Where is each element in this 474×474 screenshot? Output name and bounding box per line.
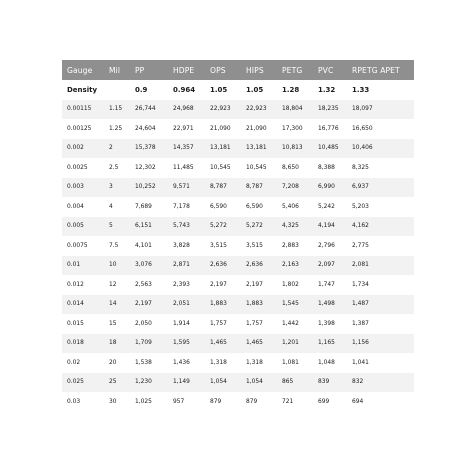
- table-cell: 2,050: [130, 314, 168, 334]
- table-cell: 2,636: [205, 256, 241, 276]
- table-cell: 1,709: [130, 334, 168, 354]
- density-row: [62, 80, 414, 100]
- column-header: Mil: [104, 60, 130, 80]
- table-cell: 20: [104, 353, 130, 373]
- table-cell: 21,090: [205, 119, 241, 139]
- table-cell: 4,101: [130, 236, 168, 256]
- table-cell: 18,804: [277, 100, 313, 120]
- table-cell: 16,650: [347, 119, 414, 139]
- table-cell: 0.015: [62, 314, 104, 334]
- table-row: [62, 334, 414, 354]
- table-cell: 879: [241, 392, 277, 412]
- table-cell: 1,545: [277, 295, 313, 315]
- table-row: [62, 373, 414, 393]
- table-cell: 839: [313, 373, 347, 393]
- table-row: [62, 139, 414, 159]
- density-cell: 1.33: [347, 80, 414, 100]
- table-cell: 5,242: [313, 197, 347, 217]
- table-row: [62, 392, 414, 412]
- table-row: [62, 158, 414, 178]
- table-cell: 16,776: [313, 119, 347, 139]
- table-cell: 1,054: [205, 373, 241, 393]
- table-cell: 1,156: [347, 334, 414, 354]
- table-cell: 0.004: [62, 197, 104, 217]
- table-cell: 2,796: [313, 236, 347, 256]
- table-cell: 10: [104, 256, 130, 276]
- table-cell: 1,487: [347, 295, 414, 315]
- table-row: [62, 256, 414, 276]
- table-cell: 1,734: [347, 275, 414, 295]
- table-cell: 0.03: [62, 392, 104, 412]
- density-cell: 0.964: [168, 80, 205, 100]
- table-cell: 1,883: [241, 295, 277, 315]
- table-cell: 25: [104, 373, 130, 393]
- table-cell: 7,178: [168, 197, 205, 217]
- table-cell: 1,025: [130, 392, 168, 412]
- table-cell: 1,538: [130, 353, 168, 373]
- table-cell: 879: [205, 392, 241, 412]
- table-cell: 17,300: [277, 119, 313, 139]
- table-row: [62, 217, 414, 237]
- table-cell: 3,515: [205, 236, 241, 256]
- table-cell: 21,090: [241, 119, 277, 139]
- table-cell: 7,689: [130, 197, 168, 217]
- table-cell: 0.01: [62, 256, 104, 276]
- table-cell: 1,802: [277, 275, 313, 295]
- table-cell: 1,757: [205, 314, 241, 334]
- table-cell: 2,871: [168, 256, 205, 276]
- table-cell: 6,590: [205, 197, 241, 217]
- table-row: [62, 236, 414, 256]
- table-cell: 14,357: [168, 139, 205, 159]
- table-cell: 4: [104, 197, 130, 217]
- table-cell: 5,272: [241, 217, 277, 237]
- table-cell: 1,398: [313, 314, 347, 334]
- table-cell: 14: [104, 295, 130, 315]
- table-cell: 0.018: [62, 334, 104, 354]
- density-cell: 1.28: [277, 80, 313, 100]
- table-cell: 0.025: [62, 373, 104, 393]
- table-cell: 10,406: [347, 139, 414, 159]
- table-cell: 1,048: [313, 353, 347, 373]
- table-row: [62, 353, 414, 373]
- table-cell: 1.15: [104, 100, 130, 120]
- table-cell: 2,081: [347, 256, 414, 276]
- table-cell: 12,302: [130, 158, 168, 178]
- table-cell: 694: [347, 392, 414, 412]
- table-cell: 1,318: [241, 353, 277, 373]
- table-cell: 1,442: [277, 314, 313, 334]
- table-cell: 6,151: [130, 217, 168, 237]
- table-cell: 6,937: [347, 178, 414, 198]
- table-row: [62, 295, 414, 315]
- table-cell: 8,787: [241, 178, 277, 198]
- table-cell: 1,081: [277, 353, 313, 373]
- density-cell: [104, 80, 130, 100]
- table-cell: 6,990: [313, 178, 347, 198]
- table-cell: 24,604: [130, 119, 168, 139]
- table-cell: 1,230: [130, 373, 168, 393]
- table-cell: 1,041: [347, 353, 414, 373]
- table-cell: 1,757: [241, 314, 277, 334]
- header-row: [62, 60, 414, 80]
- table-cell: 0.014: [62, 295, 104, 315]
- table-cell: 7,208: [277, 178, 313, 198]
- density-cell: 1.05: [241, 80, 277, 100]
- table-cell: 3,076: [130, 256, 168, 276]
- table-cell: 18,235: [313, 100, 347, 120]
- table-body: [62, 80, 414, 412]
- table-cell: 2,883: [277, 236, 313, 256]
- table-cell: 10,252: [130, 178, 168, 198]
- table-cell: 1,436: [168, 353, 205, 373]
- table-row: [62, 314, 414, 334]
- table-cell: 6,590: [241, 197, 277, 217]
- table-cell: 2,051: [168, 295, 205, 315]
- table-cell: 11,485: [168, 158, 205, 178]
- table-cell: 13,181: [241, 139, 277, 159]
- table-cell: 8,325: [347, 158, 414, 178]
- table-cell: 1,201: [277, 334, 313, 354]
- table-cell: 4,194: [313, 217, 347, 237]
- table-cell: 2,197: [241, 275, 277, 295]
- density-cell: 1.05: [205, 80, 241, 100]
- table-cell: 15: [104, 314, 130, 334]
- table-cell: 8,388: [313, 158, 347, 178]
- column-header: OPS: [205, 60, 241, 80]
- table-cell: 1,465: [241, 334, 277, 354]
- table-cell: 2,097: [313, 256, 347, 276]
- table-row: [62, 275, 414, 295]
- table-cell: 1,498: [313, 295, 347, 315]
- table-cell: 865: [277, 373, 313, 393]
- table-row: [62, 197, 414, 217]
- table-cell: 3,828: [168, 236, 205, 256]
- table-cell: 0.0025: [62, 158, 104, 178]
- table-cell: 24,968: [168, 100, 205, 120]
- table-cell: 5,203: [347, 197, 414, 217]
- table-cell: 18: [104, 334, 130, 354]
- table-cell: 1,595: [168, 334, 205, 354]
- table-cell: 0.003: [62, 178, 104, 198]
- table-cell: 13,181: [205, 139, 241, 159]
- yield-table: [62, 60, 414, 412]
- table-cell: 0.0075: [62, 236, 104, 256]
- table-cell: 4,325: [277, 217, 313, 237]
- table-cell: 22,971: [168, 119, 205, 139]
- table-cell: 2,563: [130, 275, 168, 295]
- table-cell: 26,744: [130, 100, 168, 120]
- table-cell: 2: [104, 139, 130, 159]
- table-cell: 2.5: [104, 158, 130, 178]
- table-cell: 1,149: [168, 373, 205, 393]
- density-cell: 0.9: [130, 80, 168, 100]
- table-cell: 12: [104, 275, 130, 295]
- table-cell: 0.012: [62, 275, 104, 295]
- yield-table-container: [62, 60, 414, 412]
- table-cell: 8,787: [205, 178, 241, 198]
- table-cell: 0.00115: [62, 100, 104, 120]
- column-header: PP: [130, 60, 168, 80]
- table-cell: 5: [104, 217, 130, 237]
- table-cell: 1,165: [313, 334, 347, 354]
- table-cell: 2,393: [168, 275, 205, 295]
- column-header: HDPE: [168, 60, 205, 80]
- table-row: [62, 100, 414, 120]
- table-cell: 15,378: [130, 139, 168, 159]
- table-cell: 10,545: [241, 158, 277, 178]
- table-cell: 1,318: [205, 353, 241, 373]
- table-cell: 0.00125: [62, 119, 104, 139]
- table-cell: 1,747: [313, 275, 347, 295]
- column-header: HIPS: [241, 60, 277, 80]
- table-cell: 5,272: [205, 217, 241, 237]
- table-cell: 22,923: [205, 100, 241, 120]
- table-cell: 9,571: [168, 178, 205, 198]
- table-cell: 957: [168, 392, 205, 412]
- table-row: [62, 178, 414, 198]
- table-cell: 1,465: [205, 334, 241, 354]
- table-cell: 22,923: [241, 100, 277, 120]
- table-cell: 5,406: [277, 197, 313, 217]
- table-cell: 0.002: [62, 139, 104, 159]
- table-cell: 2,197: [205, 275, 241, 295]
- table-cell: 30: [104, 392, 130, 412]
- column-header: RPETG APET: [347, 60, 414, 80]
- table-cell: 721: [277, 392, 313, 412]
- table-cell: 10,813: [277, 139, 313, 159]
- table-cell: 1,914: [168, 314, 205, 334]
- table-cell: 8,650: [277, 158, 313, 178]
- density-cell: 1.32: [313, 80, 347, 100]
- table-cell: 2,163: [277, 256, 313, 276]
- table-row: [62, 119, 414, 139]
- density-cell: Density: [62, 80, 104, 100]
- table-cell: 2,775: [347, 236, 414, 256]
- column-header: PVC: [313, 60, 347, 80]
- table-cell: 832: [347, 373, 414, 393]
- column-header: PETG: [277, 60, 313, 80]
- table-cell: 1.25: [104, 119, 130, 139]
- table-cell: 10,545: [205, 158, 241, 178]
- column-header: Gauge: [62, 60, 104, 80]
- table-cell: 2,636: [241, 256, 277, 276]
- table-cell: 10,485: [313, 139, 347, 159]
- table-cell: 18,097: [347, 100, 414, 120]
- table-cell: 1,054: [241, 373, 277, 393]
- table-cell: 5,743: [168, 217, 205, 237]
- table-cell: 2,197: [130, 295, 168, 315]
- table-cell: 4,162: [347, 217, 414, 237]
- table-cell: 0.005: [62, 217, 104, 237]
- table-cell: 7.5: [104, 236, 130, 256]
- table-cell: 699: [313, 392, 347, 412]
- table-cell: 1,883: [205, 295, 241, 315]
- table-cell: 1,387: [347, 314, 414, 334]
- table-cell: 3,515: [241, 236, 277, 256]
- table-cell: 3: [104, 178, 130, 198]
- table-cell: 0.02: [62, 353, 104, 373]
